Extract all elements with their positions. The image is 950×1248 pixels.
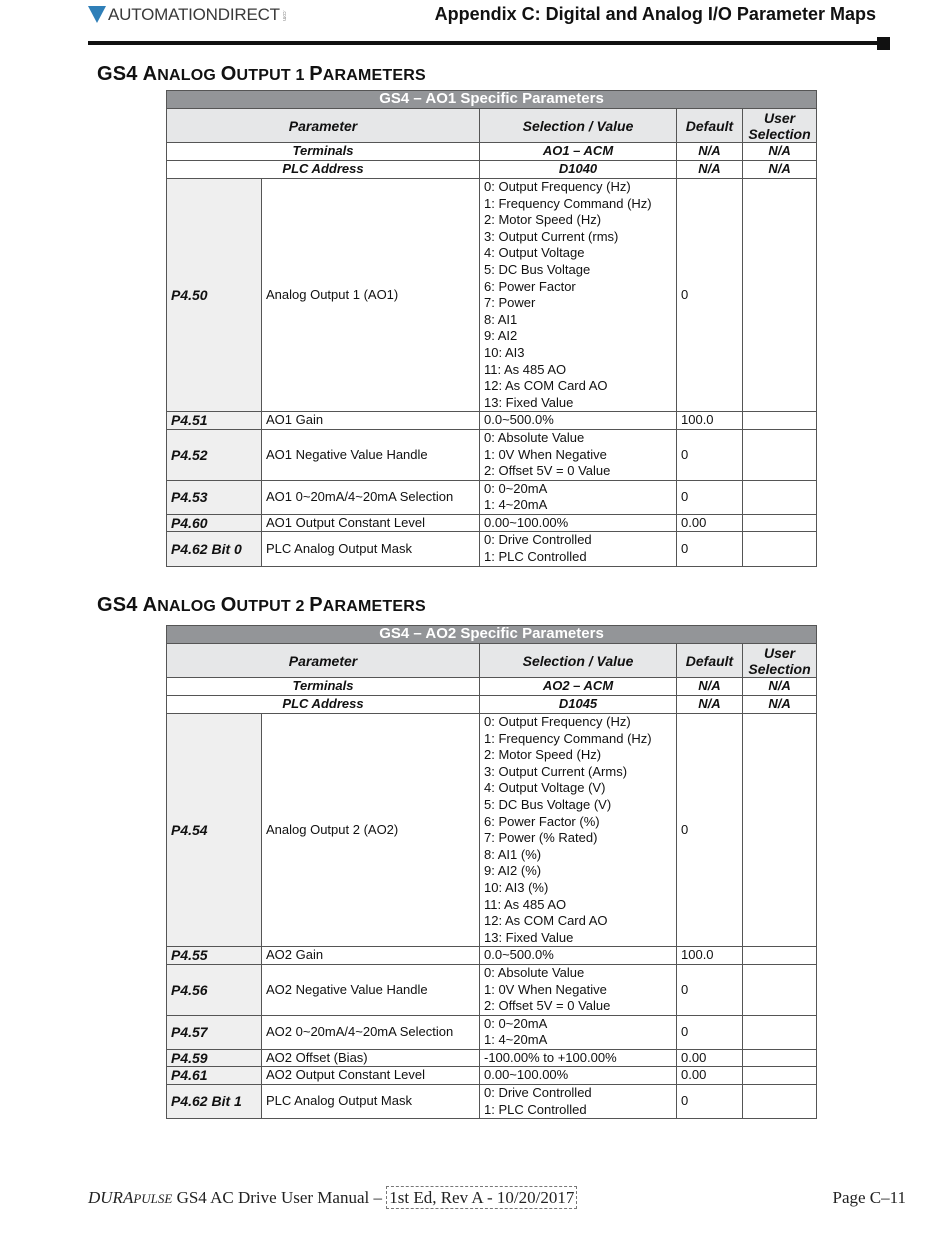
- ao2-parameter-table: [166, 625, 817, 1119]
- user-selection-cell: [743, 1049, 817, 1067]
- parameter-code: P4.55: [167, 947, 262, 965]
- parameter-code: P4.51: [167, 412, 262, 430]
- parameter-default: 0.00: [677, 1067, 743, 1085]
- header-rule: [88, 41, 882, 45]
- selection-option: 1: 0V When Negative: [484, 446, 607, 462]
- parameter-default: 0: [677, 1015, 743, 1049]
- parameter-code: P4.52: [167, 429, 262, 480]
- parameter-name: PLC Analog Output Mask: [262, 532, 480, 566]
- selection-option: 9: AI2: [484, 328, 518, 344]
- parameter-default: 0: [677, 714, 743, 947]
- user-selection-cell: [743, 412, 817, 430]
- parameter-row: [167, 1015, 817, 1049]
- col-header-user-selection: User Selection: [743, 109, 817, 143]
- user-selection-cell: [743, 1085, 817, 1119]
- parameter-row: [167, 714, 817, 947]
- selection-option: 2: Offset 5V = 0 Value: [484, 463, 611, 479]
- selection-option: 7: Power (% Rated): [484, 830, 598, 846]
- user-selection-cell: [743, 964, 817, 1015]
- parameter-code: P4.62 Bit 0: [167, 532, 262, 566]
- selection-option: 0.00~100.00%: [484, 514, 569, 530]
- parameter-row: [167, 532, 817, 566]
- selection-option: 9: AI2 (%): [484, 863, 542, 879]
- parameter-code: P4.53: [167, 480, 262, 514]
- parameter-row: [167, 1067, 817, 1085]
- selection-option: 1: Frequency Command (Hz): [484, 195, 652, 211]
- user-selection-cell: [743, 179, 817, 412]
- parameter-name: AO2 Negative Value Handle: [262, 964, 480, 1015]
- selection-option: 0.00~100.00%: [484, 1067, 569, 1083]
- parameter-default: 0: [677, 480, 743, 514]
- parameter-default: 0: [677, 179, 743, 412]
- selection-option: 13: Fixed Value: [484, 929, 574, 945]
- terminals-row: Terminals AO1 – ACM N/A N/A: [167, 143, 817, 161]
- section-title-ao2: GS4 ANALOG OUTPUT 2 PARAMETERS: [97, 594, 426, 616]
- selection-option: 0: 0~20mA: [484, 480, 548, 496]
- user-selection-cell: [743, 947, 817, 965]
- selection-option: 1: PLC Controlled: [484, 549, 587, 565]
- col-header-default: Default: [677, 644, 743, 678]
- parameter-default: 100.0: [677, 412, 743, 430]
- selection-option: 2: Motor Speed (Hz): [484, 747, 602, 763]
- selection-option: 11: As 485 AO: [484, 361, 567, 377]
- parameter-selection: [480, 1085, 677, 1119]
- selection-option: 7: Power: [484, 295, 536, 311]
- parameter-selection: [480, 947, 677, 965]
- logo-triangle-icon: [88, 6, 106, 23]
- parameter-code: P4.62 Bit 1: [167, 1085, 262, 1119]
- parameter-name: AO1 Output Constant Level: [262, 514, 480, 532]
- parameter-name: Analog Output 1 (AO1): [262, 179, 480, 412]
- parameter-code: P4.50: [167, 179, 262, 412]
- parameter-selection: [480, 1067, 677, 1085]
- ao1-parameter-table: [166, 90, 817, 567]
- selection-option: 8: AI1: [484, 311, 518, 327]
- selection-option: 0: Output Frequency (Hz): [484, 714, 631, 729]
- col-header-parameter: Parameter: [167, 644, 480, 678]
- user-selection-cell: [743, 480, 817, 514]
- col-header-default: Default: [677, 109, 743, 143]
- selection-option: 4: Output Voltage: [484, 245, 585, 261]
- selection-option: 11: As 485 AO: [484, 896, 567, 912]
- parameter-row: [167, 429, 817, 480]
- selection-option: 0: 0~20mA: [484, 1015, 548, 1031]
- selection-option: 1: 4~20mA: [484, 497, 548, 513]
- selection-option: 2: Offset 5V = 0 Value: [484, 998, 611, 1014]
- parameter-default: 0: [677, 532, 743, 566]
- footer-manual-title: DURAPULSE GS4 AC Drive User Manual – 1st Ed, Rev A - 10/20/2017: [88, 1188, 577, 1208]
- parameter-selection: [480, 532, 677, 566]
- selection-option: 5: DC Bus Voltage: [484, 261, 591, 277]
- selection-option: 3: Output Current (rms): [484, 228, 619, 244]
- selection-option: 10: AI3 (%): [484, 879, 549, 895]
- parameter-row: [167, 179, 817, 412]
- selection-option: 6: Power Factor (%): [484, 813, 600, 829]
- parameter-code: P4.59: [167, 1049, 262, 1067]
- parameter-default: 0.00: [677, 1049, 743, 1067]
- parameter-selection: [480, 429, 677, 480]
- parameter-row: [167, 480, 817, 514]
- parameter-selection: [480, 514, 677, 532]
- parameter-selection: [480, 1015, 677, 1049]
- parameter-code: P4.54: [167, 714, 262, 947]
- selection-option: 3: Output Current (Arms): [484, 763, 628, 779]
- parameter-default: 0: [677, 1085, 743, 1119]
- terminals-row: Terminals AO2 – ACM N/A N/A: [167, 678, 817, 696]
- parameter-code: P4.61: [167, 1067, 262, 1085]
- parameter-row: [167, 1049, 817, 1067]
- parameter-code: P4.60: [167, 514, 262, 532]
- selection-option: 1: 4~20mA: [484, 1032, 548, 1048]
- parameter-row: [167, 412, 817, 430]
- parameter-selection: [480, 714, 677, 947]
- parameter-name: AO1 Gain: [262, 412, 480, 430]
- selection-option: 5: DC Bus Voltage (V): [484, 796, 612, 812]
- parameter-name: PLC Analog Output Mask: [262, 1085, 480, 1119]
- parameter-row: [167, 514, 817, 532]
- selection-option: 8: AI1 (%): [484, 846, 542, 862]
- parameter-selection: [480, 412, 677, 430]
- footer-brand: DURAPULSE: [88, 1188, 173, 1207]
- footer-edition: 1st Ed, Rev A - 10/20/2017: [386, 1186, 577, 1209]
- parameter-name: AO2 0~20mA/4~20mA Selection: [262, 1015, 480, 1049]
- logo-text: AUTOMATIONDIRECT: [108, 5, 280, 24]
- parameter-selection: [480, 1049, 677, 1067]
- automationdirect-logo: [88, 5, 287, 25]
- parameter-row: [167, 1085, 817, 1119]
- user-selection-cell: [743, 514, 817, 532]
- selection-option: 0: Drive Controlled: [484, 532, 592, 548]
- plc-address-row: PLC Address D1040 N/A N/A: [167, 161, 817, 179]
- parameter-default: 0: [677, 964, 743, 1015]
- selection-option: 1: PLC Controlled: [484, 1101, 587, 1117]
- selection-option: 1: Frequency Command (Hz): [484, 730, 652, 746]
- selection-option: 4: Output Voltage (V): [484, 780, 606, 796]
- parameter-code: P4.56: [167, 964, 262, 1015]
- parameter-name: AO1 0~20mA/4~20mA Selection: [262, 480, 480, 514]
- parameter-default: 0.00: [677, 514, 743, 532]
- parameter-name: Analog Output 2 (AO2): [262, 714, 480, 947]
- user-selection-cell: [743, 714, 817, 947]
- col-header-parameter: Parameter: [167, 109, 480, 143]
- parameter-name: AO1 Negative Value Handle: [262, 429, 480, 480]
- parameter-selection: [480, 964, 677, 1015]
- parameter-name: AO2 Gain: [262, 947, 480, 965]
- footer-page-number: Page C–11: [832, 1188, 906, 1207]
- parameter-default: 100.0: [677, 947, 743, 965]
- parameter-default: 0: [677, 429, 743, 480]
- parameter-row: [167, 964, 817, 1015]
- selection-option: 2: Motor Speed (Hz): [484, 212, 602, 228]
- col-header-selection: Selection / Value: [480, 109, 677, 143]
- selection-option: 0: Output Frequency (Hz): [484, 179, 631, 194]
- selection-option: 1: 0V When Negative: [484, 981, 607, 997]
- page-header-title: Appendix C: Digital and Analog I/O Parameter Maps: [434, 4, 876, 24]
- parameter-code: P4.57: [167, 1015, 262, 1049]
- user-selection-cell: [743, 532, 817, 566]
- parameter-name: AO2 Offset (Bias): [262, 1049, 480, 1067]
- selection-option: 0: Absolute Value: [484, 429, 585, 445]
- selection-option: 0.0~500.0%: [484, 412, 554, 428]
- logo-suffix: .com: [280, 10, 287, 21]
- parameter-selection: [480, 480, 677, 514]
- selection-option: 13: Fixed Value: [484, 394, 574, 410]
- parameter-row: [167, 947, 817, 965]
- table-title: GS4 – AO1 Specific Parameters: [167, 91, 817, 109]
- header-rule-end-block: [877, 37, 890, 50]
- user-selection-cell: [743, 1067, 817, 1085]
- parameter-selection: [480, 179, 677, 412]
- user-selection-cell: [743, 1015, 817, 1049]
- user-selection-cell: [743, 429, 817, 480]
- selection-option: 12: As COM Card AO: [484, 378, 608, 394]
- selection-option: 0.0~500.0%: [484, 947, 554, 963]
- col-header-selection: Selection / Value: [480, 644, 677, 678]
- selection-option: -100.00% to +100.00%: [484, 1049, 617, 1065]
- col-header-user-selection: User Selection: [743, 644, 817, 678]
- selection-option: 10: AI3: [484, 344, 525, 360]
- selection-option: 6: Power Factor: [484, 278, 576, 294]
- parameter-name: AO2 Output Constant Level: [262, 1067, 480, 1085]
- table-title: GS4 – AO2 Specific Parameters: [167, 626, 817, 644]
- selection-option: 0: Absolute Value: [484, 964, 585, 980]
- selection-option: 12: As COM Card AO: [484, 913, 608, 929]
- section-title-ao1: GS4 ANALOG OUTPUT 1 PARAMETERS: [97, 63, 426, 85]
- plc-address-row: PLC Address D1045 N/A N/A: [167, 696, 817, 714]
- selection-option: 0: Drive Controlled: [484, 1085, 592, 1101]
